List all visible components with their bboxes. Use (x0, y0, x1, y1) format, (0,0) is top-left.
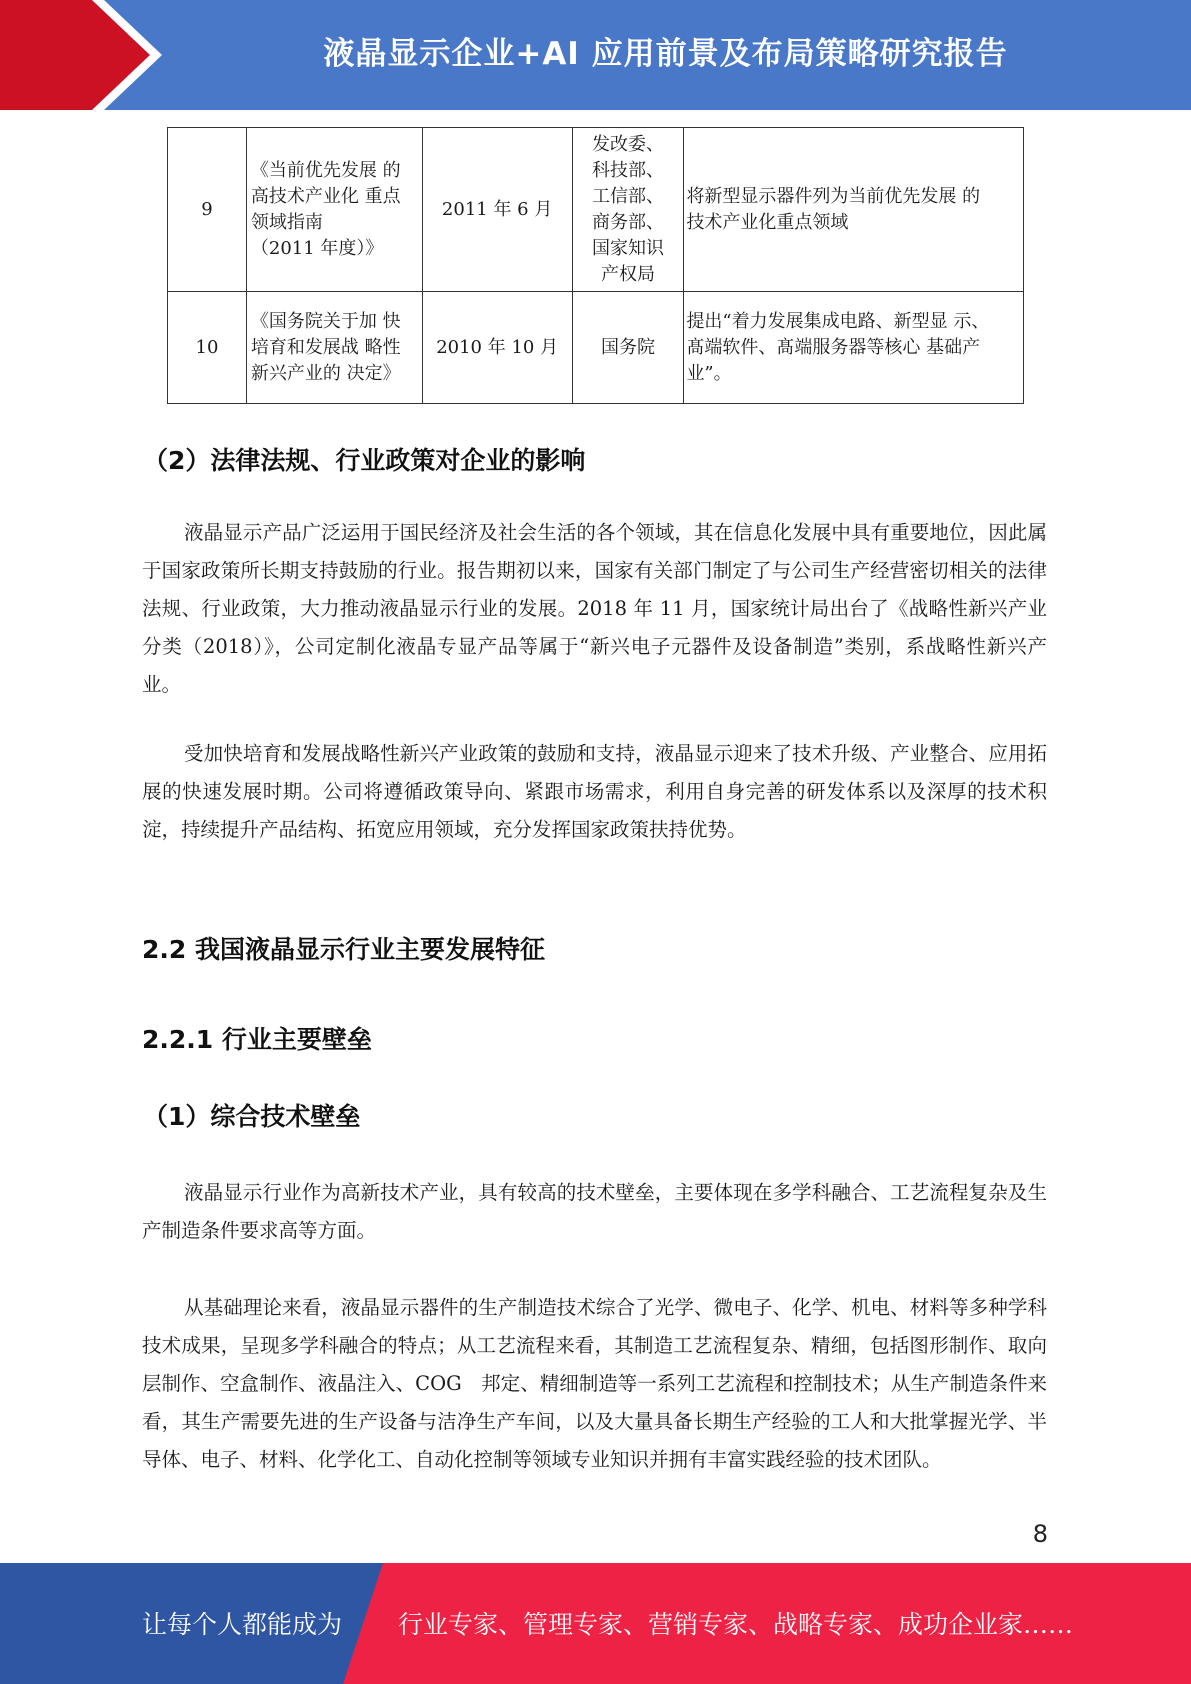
paragraph: 从基础理论来看，液晶显示器件的生产制造技术综合了光学、微电子、化学、机电、材料等多种学科技术成果，呈现多学科融合的特点；从工艺流程来看，其制造工艺流程复杂、精细，包括图形制作、取向层制作、空盒制作、液晶注入、COG 邦定、精细制造等一系列工艺流程和控制技术；从生产制造条件来看，其生产需要先进的生产设备与洁净生产车间，以及大量具备长期生产经验的工人和大批掌握光学、半导体、电子、材料、化学化工、自动化控制等领域专业知识并拥有丰富实践经验的技术团队。 (142, 1296, 1047, 1471)
table-row (168, 128, 1024, 292)
table-cell-agency: 发改委、 科技部、 工信部、 商务部、 国家知识 产权局 (572, 128, 684, 292)
section-heading-2-2-1: 2.2.1 行业主要壁垒 (142, 1025, 372, 1054)
footer-slogan-right: 行业专家、管理专家、营销专家、战略专家、成功企业家…… (398, 1610, 1074, 1639)
page-number: 8 (1032, 1520, 1048, 1548)
table-cell-name: 《国务院关于加 快 培育和发展战 略性 新兴产业的 决定》 (246, 292, 422, 404)
footer-slogan-left: 让每个人都能成为 (142, 1610, 343, 1639)
table-cell-date: 2010 年 10 月 (422, 292, 572, 404)
page-header (0, 0, 1191, 110)
table-cell-content: 将新型显示器件列为当前优先发展 的 技术产业化重点领域 (684, 128, 1024, 292)
table-cell-content: 提出“着力发展集成电路、新型显 示、 髙端软件、髙端服务器等核心 基础产 业”。 (684, 292, 1024, 404)
table-cell-agency: 国务院 (572, 292, 684, 404)
paragraph: 液晶显示行业作为高新技术产业，具有较高的技术壁垒，主要体现在多学科融合、工艺流程复杂及生产制造条件要求高等方面。 (142, 1181, 1047, 1242)
table-cell-no: 10 (168, 292, 247, 404)
page-footer (0, 1563, 1191, 1684)
table-cell-name: 《当前优先发展 的 高技术产业化 重点 领域指南 （2011 年度）》 (246, 128, 422, 292)
table-cell-no: 9 (168, 128, 247, 292)
policy-table (167, 127, 1024, 404)
table-row (168, 292, 1024, 404)
section-heading-2-2: 2.2 我国液晶显示行业主要发展特征 (142, 935, 545, 964)
section-heading-tech-barrier: （1）综合技术壁垒 (143, 1102, 361, 1131)
paragraph: 受加快培育和发展战略性新兴产业政策的鼓励和支持，液晶显示迎来了技术升级、产业整合、应用拓展的快速发展时期。公司将遵循政策导向、紧跟市场需求，利用自身完善的研发体系以及深厚的技术积淀，持续提升产品结构、拓宽应用领域，充分发挥国家政策扶持优势。 (142, 742, 1047, 841)
section-heading-policy-impact: （2）法律法规、行业政策对企业的影响 (143, 446, 586, 475)
header-title: 液晶显示企业+AI 应用前景及布局策略研究报告 (323, 36, 1008, 72)
table-cell-date: 2011 年 6 月 (422, 128, 572, 292)
paragraph: 液晶显示产品广泛运用于国民经济及社会生活的各个领域，其在信息化发展中具有重要地位，因此属于国家政策所长期支持鼓励的行业。报告期初以来，国家有关部门制定了与公司生产经营密切相关的法律法规、行业政策，大力推动液晶显示行业的发展。2018 年 11 月，国家统计局出台了《战略性新兴产业分类（2018）》，公司定制化液晶专显产品等属于“新兴电子元器件及设备制造”类别，系战略性新兴产业。 (142, 521, 1047, 696)
